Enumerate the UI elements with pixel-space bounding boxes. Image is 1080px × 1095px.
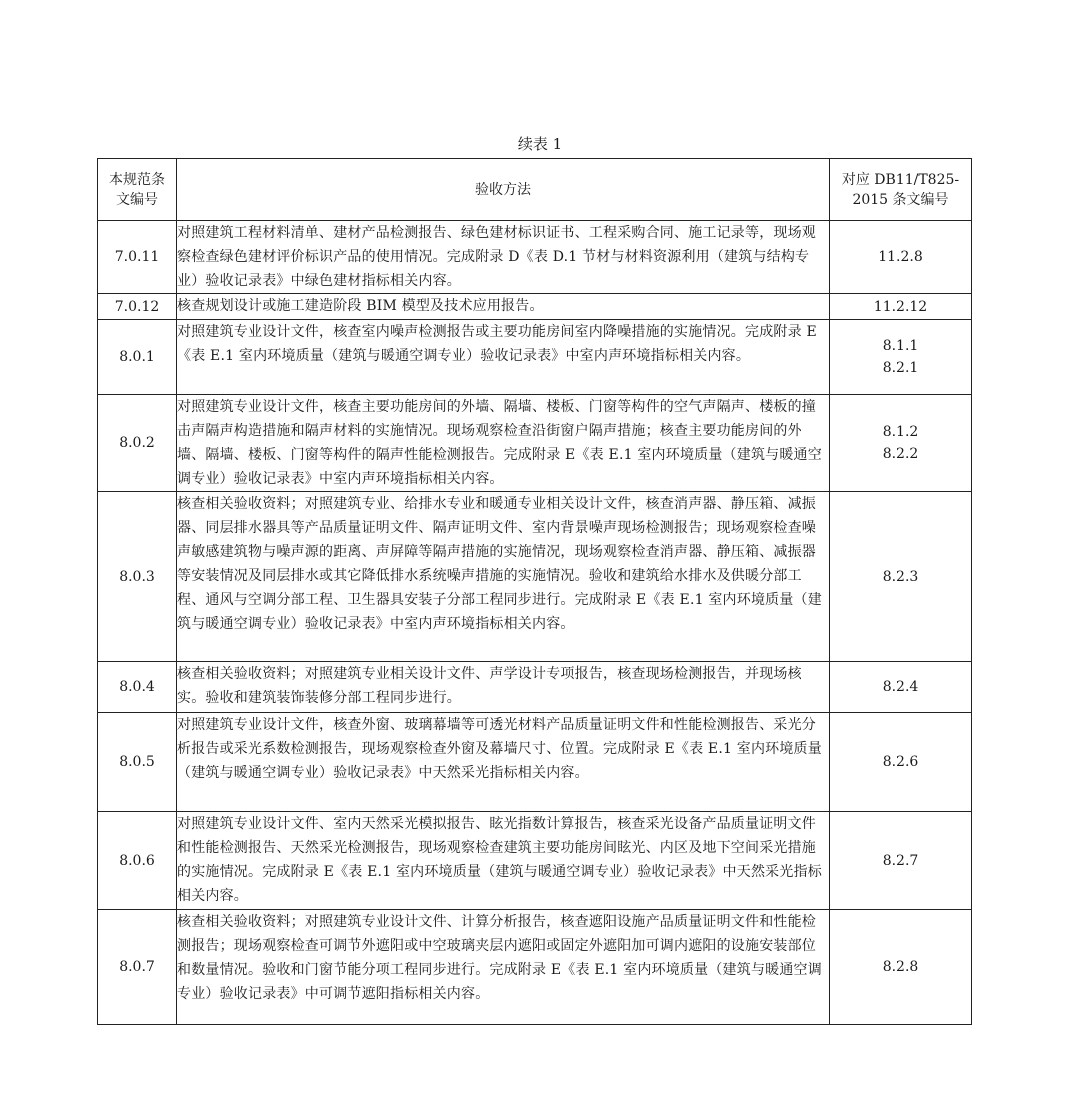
table-caption: 续表 1 — [517, 135, 563, 153]
table-row — [98, 910, 972, 1025]
row-method: 核查规划设计或施工建造阶段 BIM 模型及技术应用报告。 — [177, 294, 830, 320]
table-body — [98, 221, 972, 1025]
row-method: 对照建筑工程材料清单、建材产品检测报告、绿色建材标识证书、工程采购合同、施工记录等，现场观察检查绿色建材评价标识产品的使用情况。完成附录 D《表 D.1 节材与材料资源利用（建筑与结构专业）验收记录表》中绿色建材指标相关内容。 — [177, 221, 830, 294]
table-row — [98, 662, 972, 713]
row-ref: 8.2.7 — [830, 812, 972, 910]
row-method: 核查相关验收资料；对照建筑专业、给排水专业和暖通专业相关设计文件，核查消声器、静压箱、减振器、同层排水器具等产品质量证明文件、隔声证明文件、室内背景噪声现场检测报告；现场观察检查噪声敏感建筑物与噪声源的距离、声屏障等隔声措施的实施情况，现场观察检查消声器、静压箱、减振器等安装情况及同层排水或其它降低排水系统噪声措施的实施情况。验收和建筑给水排水及供暖分部工程、通风与空调分部工程、卫生器具安装子分部工程同步进行。完成附录 E《表 E.1 室内环境质量（建筑与暖通空调专业）验收记录表》中室内声环境指标相关内容。 — [177, 492, 830, 662]
row-ref: 8.2.8 — [830, 910, 972, 1025]
header-code: 本规范条文编号 — [98, 159, 177, 221]
row-method: 核查相关验收资料；对照建筑专业相关设计文件、声学设计专项报告，核查现场检测报告，并现场核实。验收和建筑装饰装修分部工程同步进行。 — [177, 662, 830, 713]
row-code: 8.0.7 — [98, 910, 177, 1025]
table-row — [98, 713, 972, 812]
row-method: 对照建筑专业设计文件，核查外窗、玻璃幕墙等可透光材料产品质量证明文件和性能检测报告、采光分析报告或采光系数检测报告，现场观察检查外窗及幕墙尺寸、位置。完成附录 E《表 E.1 室内环境质量（建筑与暖通空调专业）验收记录表》中天然采光指标相关内容。 — [177, 713, 830, 812]
table-row — [98, 812, 972, 910]
row-code: 8.0.5 — [98, 713, 177, 812]
row-method: 对照建筑专业设计文件，核查主要功能房间的外墙、隔墙、楼板、门窗等构件的空气声隔声、楼板的撞击声隔声构造措施和隔声材料的实施情况。现场观察检查沿街窗户隔声措施；核查主要功能房间的外墙、隔墙、楼板、门窗等构件的隔声性能检测报告。完成附录 E《表 E.1 室内环境质量（建筑与暖通空调专业）验收记录表》中室内声环境指标相关内容。 — [177, 395, 830, 492]
header-ref: 对应 DB11/T825-2015 条文编号 — [830, 159, 972, 221]
row-method: 核查相关验收资料；对照建筑专业设计文件、计算分析报告，核查遮阳设施产品质量证明文件和性能检测报告；现场观察检查可调节外遮阳或中空玻璃夹层内遮阳或固定外遮阳加可调内遮阳的设施安装部位和数量情况。验收和门窗节能分项工程同步进行。完成附录 E《表 E.1 室内环境质量（建筑与暖通空调专业）验收记录表》中可调节遮阳指标相关内容。 — [177, 910, 830, 1025]
row-method: 对照建筑专业设计文件、室内天然采光模拟报告、眩光指数计算报告，核查采光设备产品质量证明文件和性能检测报告、天然采光检测报告，现场观察检查建筑主要功能房间眩光、内区及地下空间采光措施的实施情况。完成附录 E《表 E.1 室内环境质量（建筑与暖通空调专业）验收记录表》中天然采光指标相关内容。 — [177, 812, 830, 910]
row-ref: 8.2.4 — [830, 662, 972, 713]
row-code: 8.0.2 — [98, 395, 177, 492]
row-code: 7.0.12 — [98, 294, 177, 320]
table-row — [98, 395, 972, 492]
row-ref: 8.2.3 — [830, 492, 972, 662]
row-ref: 11.2.8 — [830, 221, 972, 294]
table-row — [98, 320, 972, 395]
acceptance-method-table — [97, 158, 972, 1025]
table-row — [98, 492, 972, 662]
table-row — [98, 221, 972, 294]
row-ref: 8.1.1 8.2.1 — [830, 320, 972, 395]
header-method: 验收方法 — [177, 159, 830, 221]
row-code: 8.0.6 — [98, 812, 177, 910]
row-ref: 8.1.2 8.2.2 — [830, 395, 972, 492]
row-code: 8.0.4 — [98, 662, 177, 713]
row-method: 对照建筑专业设计文件，核查室内噪声检测报告或主要功能房间室内降噪措施的实施情况。完成附录 E《表 E.1 室内环境质量（建筑与暖通空调专业）验收记录表》中室内声环境指标相关内容。 — [177, 320, 830, 395]
row-code: 8.0.1 — [98, 320, 177, 395]
table-row — [98, 294, 972, 320]
row-code: 8.0.3 — [98, 492, 177, 662]
row-ref: 8.2.6 — [830, 713, 972, 812]
row-code: 7.0.11 — [98, 221, 177, 294]
row-ref: 11.2.12 — [830, 294, 972, 320]
